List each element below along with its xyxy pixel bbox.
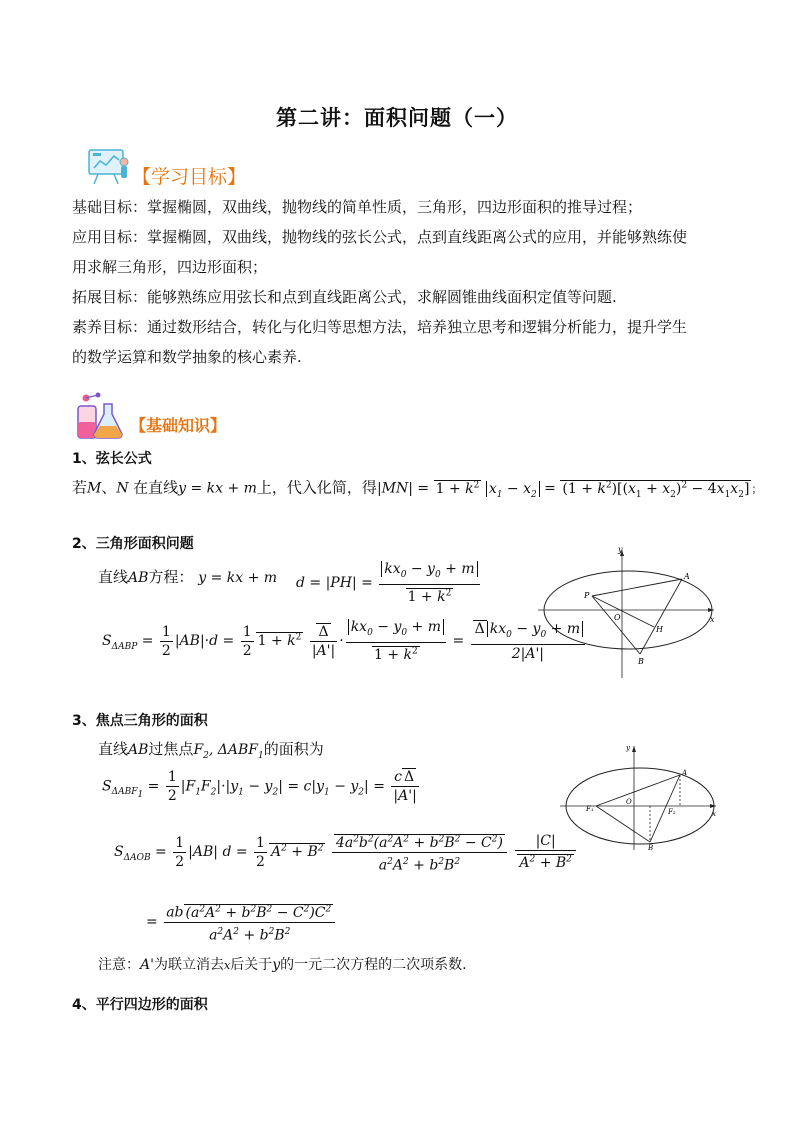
text-fragment: 过焦点: [148, 740, 194, 758]
fig2-label-x: x: [712, 810, 716, 818]
aob-area-formula: $S_{\Delta AOB}$ = $\frac{1}{2}$ |AB| d = $\frac{1}{2}$ $A^2 + B^2$ $\frac{4a^2b^2(a^2A^2 + b^2B^2 - C^2)}{a^2A^2 + b^2B^2}$ $\frac{|C|}{A^2 + B^2}$: [114, 830, 578, 874]
flask-icon: [74, 392, 126, 440]
ellipse-figure-1: [534, 542, 724, 682]
goal-line-5: 素养目标：通过数形结合，转化与化归等思想方法，培养独立思考和逻辑分析能力，提升学生: [72, 318, 688, 336]
fig1-label-P: P: [584, 591, 590, 600]
math-chord-length: $|MN| = 1 + k^2$ $x_1 - x_2 = (1 + k^2)[(x_1 + x_2)^2 - 4x_1x_2]$: [376, 480, 750, 500]
focal-area-formula: $S_{\Delta ABF_1}$ = $\frac{1}{2}$ $|F_1F_2|\cdot|y_1 - y_2| = c|y_1 - y_2|$ = $\frac{\text{c Δ}}{|A'|}$: [102, 769, 417, 804]
fig2-label-B: B: [648, 844, 654, 852]
math-x: x: [223, 959, 231, 972]
fig1-label-O: O: [614, 613, 621, 622]
math-point-N: N: [116, 480, 134, 497]
text-fragment: 直线: [98, 568, 129, 586]
fig1-label-A: A: [684, 572, 690, 581]
aob-area-simplified: = $\frac{ab (a^2A^2 + b^2B^2 - C^2)C^2}{a^2A^2 + b^2B^2}$: [146, 900, 337, 944]
text-fragment: 的面积为: [263, 740, 324, 758]
chord-formula-line: 若M、N 在直线y = kx + m上，代入化简，得$|MN| = 1 + k^2$ $x_1 - x_2 = (1 + k^2)[(x_1 + x_2)^2 - 4x_1x_2]$ ；: [72, 478, 763, 500]
distance-formula: d = |PH| = $\frac{kx_0 - y_0 + m}{1 + k^2}$: [296, 560, 482, 606]
fig1-label-y: y: [618, 545, 623, 554]
fig2-label-A: A: [682, 769, 688, 777]
section-heading-basics: 【基础知识】: [130, 416, 227, 435]
text-fragment: ；: [751, 482, 763, 496]
text-fragment: 注意：: [98, 957, 140, 973]
fig2-label-F2: F₂: [668, 808, 676, 816]
math-line-eq: y = kx + m: [178, 480, 257, 497]
fig2-label-F1: F₁: [586, 805, 594, 813]
goal-line-6: 的数学运算和数学抽象的核心素养.: [72, 348, 302, 366]
text-fragment: 后关于: [230, 957, 273, 973]
text-fragment: 若: [72, 478, 88, 497]
note-line: [98, 954, 467, 977]
goal-line-3: 用求解三角形，四边形面积；: [72, 258, 268, 276]
goal-line-1: 基础目标：掌握椭圆，双曲线，抛物线的简单性质，三角形，四边形面积的推导过程；: [72, 198, 643, 216]
fig2-label-y: y: [626, 744, 630, 752]
math-focal-triangle: $F_2$, $\Delta ABF_1$: [193, 742, 264, 761]
goal-line-4: 拓展目标：能够熟练应用弦长和点到直线距离公式，求解圆锥曲线面积定值等问题.: [72, 288, 617, 306]
math-AB-2: AB: [128, 742, 149, 758]
text-fragment: 方程：: [148, 568, 194, 586]
fig1-label-B: B: [638, 657, 644, 666]
math-line-eq-2: y = kx + m: [198, 570, 278, 586]
text-fragment: 的一元二次方程的二次项系数.: [280, 957, 467, 973]
ellipse-figure-2: [556, 742, 726, 852]
board-icon: [88, 148, 130, 186]
fig1-label-H: H: [656, 625, 663, 634]
math-y: y: [272, 957, 281, 973]
page-title: 第二讲：面积问题（一）: [276, 106, 518, 130]
item4-title: 4、平行四边形的面积: [72, 997, 208, 1013]
math-points-MN: M: [87, 480, 102, 497]
line-ab-equation: [98, 566, 277, 589]
text-fragment: 在直线: [133, 478, 179, 497]
math-AB: AB: [128, 570, 149, 586]
goals-text: [72, 196, 732, 368]
fig1-label-x: x: [710, 615, 715, 624]
item3-title: 3、焦点三角形的面积: [72, 713, 208, 729]
triangle-area-formula: $S_{\Delta ABP}$ = $\frac{1}{2}$ |AB|·d = $\frac{1}{2}$ $1 + k^2$ $\frac{\Delta}{|A'|}$ · $\frac{kx_0 - y_0 + m}{1 + k^2}$ = $\frac{\Delta kx_0 - y_0 + m}{2|A'|}$: [102, 618, 587, 664]
goal-line-2: 应用目标：掌握椭圆，双曲线，抛物线的弦长公式，点到直线距离公式的应用，并能够熟练使: [72, 228, 688, 246]
section-heading-goals: 【学习目标】: [132, 166, 247, 188]
math-A-prime: A': [140, 957, 154, 973]
text-fragment: 上，代入化简，得: [256, 478, 377, 497]
fig2-label-O: O: [626, 798, 632, 806]
text-fragment: 直线: [98, 740, 129, 758]
item1-title: 1、弦长公式: [72, 451, 152, 467]
text-fragment: 为联立消去: [153, 957, 224, 973]
item2-title: 2、三角形面积问题: [72, 536, 194, 552]
focal-intro: [98, 738, 324, 767]
